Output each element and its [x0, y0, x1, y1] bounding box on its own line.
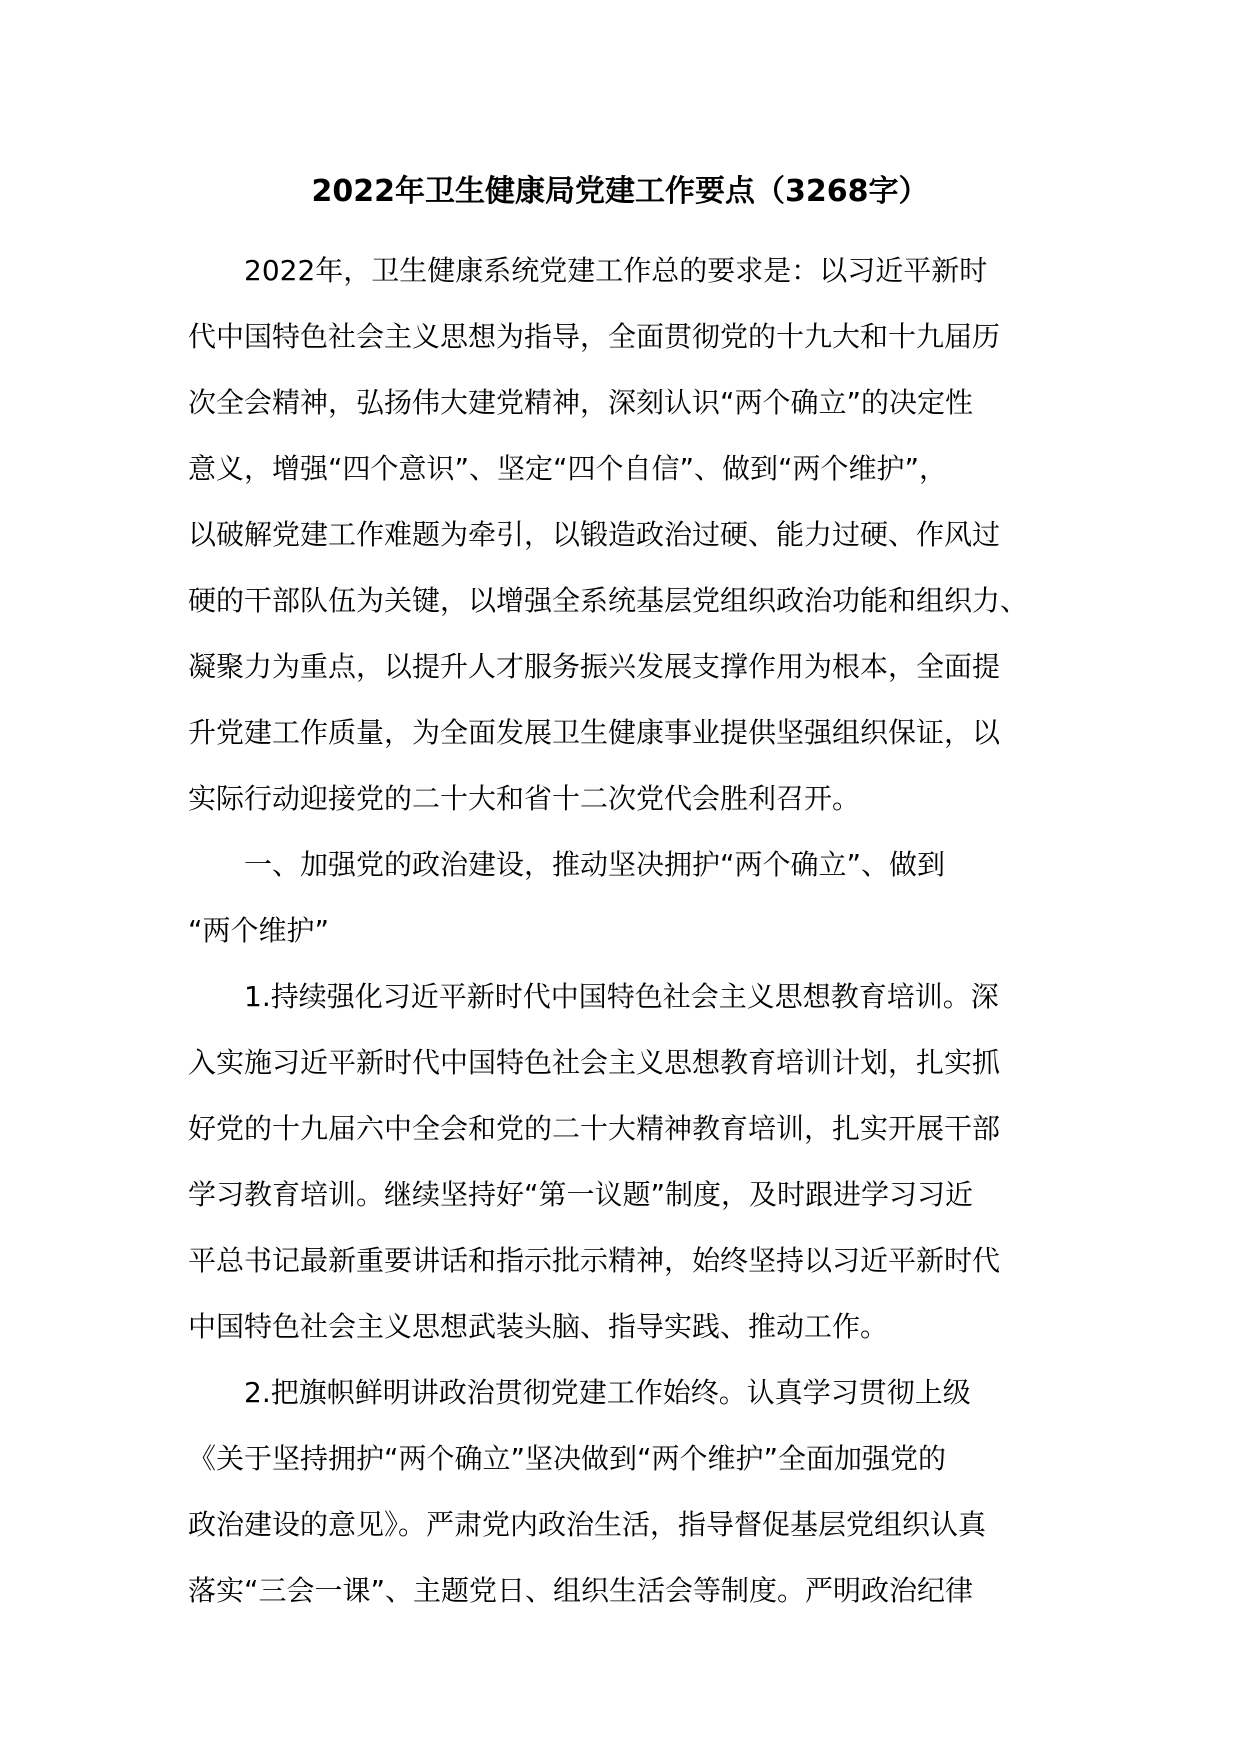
- document-body: [188, 238, 1058, 1624]
- paragraph-line: 硬的干部队伍为关键，以增强全系统基层党组织政治功能和组织力、: [188, 584, 1029, 617]
- paragraph-line: 好党的十九届六中全会和党的二十大精神教育培训，扎实开展干部: [188, 1112, 1001, 1145]
- paragraph-line: 意义，增强“四个意识”、坚定“四个自信”、做到“两个维护”，: [188, 452, 948, 485]
- paragraph-line: 落实“三会一课”、主题党日、组织生活会等制度。严明政治纪律: [188, 1574, 974, 1607]
- paragraph-line: 2022年，卫生健康系统党建工作总的要求是：以习近平新时: [244, 254, 988, 287]
- section-heading-line: 一、加强党的政治建设，推动坚决拥护“两个确立”、做到: [244, 848, 946, 881]
- document-title: 2022年卫生健康局党建工作要点（3268字）: [311, 174, 929, 209]
- paragraph-line: 平总书记最新重要讲话和指示批示精神，始终坚持以习近平新时代: [188, 1244, 1001, 1277]
- paragraph-line: 升党建工作质量，为全面发展卫生健康事业提供坚强组织保证，以: [188, 716, 1001, 749]
- paragraph-line: 凝聚力为重点，以提升人才服务振兴发展支撑作用为根本，全面提: [188, 650, 1001, 683]
- paragraph-line: 实际行动迎接党的二十大和省十二次党代会胜利召开。: [188, 782, 861, 815]
- paragraph-line: 代中国特色社会主义思想为指导，全面贯彻党的十九大和十九届历: [188, 320, 1001, 353]
- paragraph-line: 学习教育培训。继续坚持好“第一议题”制度，及时跟进学习习近: [188, 1178, 974, 1211]
- paragraph-line: 2.把旗帜鲜明讲政治贯彻党建工作始终。认真学习贯彻上级: [244, 1376, 971, 1409]
- paragraph-line: 《关于坚持拥护“两个确立”坚决做到“两个维护”全面加强党的: [188, 1442, 947, 1475]
- paragraph-line: 入实施习近平新时代中国特色社会主义思想教育培训计划，扎实抓: [188, 1046, 1001, 1079]
- section-heading-line: “两个维护”: [188, 914, 330, 947]
- paragraph-line: 次全会精神，弘扬伟大建党精神，深刻认识“两个确立”的决定性: [188, 386, 974, 419]
- paragraph-line: 1.持续强化习近平新时代中国特色社会主义思想教育培训。深: [244, 980, 999, 1013]
- paragraph-line: 中国特色社会主义思想武装头脑、指导实践、推动工作。: [188, 1310, 889, 1343]
- paragraph-line: 政治建设的意见》。严肃党内政治生活，指导督促基层党组织认真: [188, 1508, 987, 1541]
- paragraph-line: 以破解党建工作难题为牵引，以锻造政治过硬、能力过硬、作风过: [188, 518, 1001, 551]
